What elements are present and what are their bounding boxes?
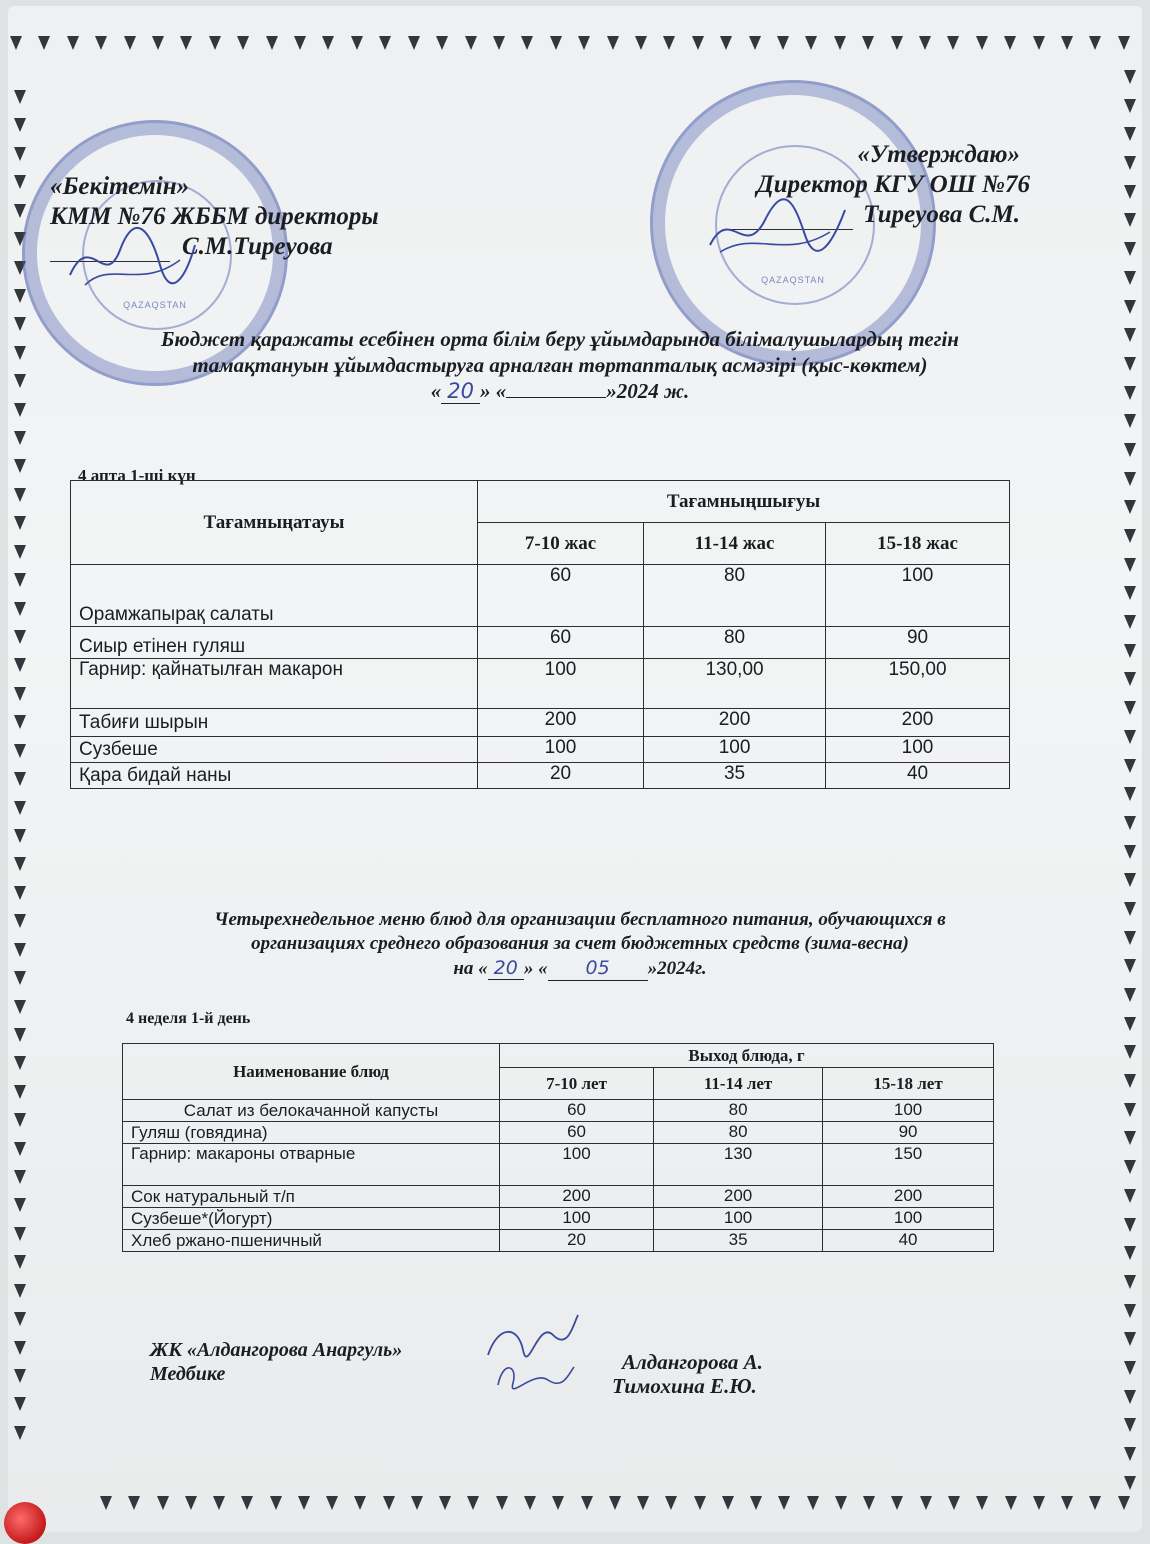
- border-cone: [722, 1496, 734, 1510]
- portion-cell: 130: [654, 1144, 823, 1186]
- border-cone: [692, 36, 704, 50]
- portion-cell: 20: [500, 1230, 654, 1252]
- kz-age-col: 7-10 жас: [478, 523, 644, 565]
- signature-footer: [478, 1305, 588, 1395]
- kz-date-day: 20: [441, 379, 480, 404]
- border-cone: [1124, 1476, 1136, 1490]
- border-left-decoration: [14, 90, 26, 1440]
- border-cone: [1124, 99, 1136, 113]
- portion-cell: 35: [654, 1230, 823, 1252]
- portion-cell: 100: [478, 737, 644, 763]
- border-cone: [778, 1496, 790, 1510]
- kz-title-line2: тамақтануын ұйымдастыруға арналған төртапталық асмәзірі (қыс-көктем): [192, 353, 928, 377]
- portion-cell: 35: [644, 763, 826, 789]
- border-cone: [1124, 787, 1136, 801]
- ru-title-date: на « 20 » « 05 »2024г.: [453, 957, 707, 979]
- border-cone: [749, 36, 761, 50]
- portion-cell: 100: [823, 1208, 994, 1230]
- border-cone: [14, 1312, 26, 1326]
- border-cone: [14, 573, 26, 587]
- border-cone: [38, 36, 50, 50]
- border-cone: [1124, 1160, 1136, 1174]
- portion-cell: 40: [823, 1230, 994, 1252]
- ru-title-line2: организациях среднего образования за счет бюджетных средств (зима-весна): [251, 933, 909, 954]
- border-cone: [1124, 988, 1136, 1002]
- border-cone: [14, 1000, 26, 1014]
- border-cone: [805, 36, 817, 50]
- border-cone: [550, 36, 562, 50]
- portion-cell: 200: [826, 709, 1010, 737]
- dish-name: Гуляш (говядина): [123, 1122, 500, 1144]
- portion-cell: 60: [478, 565, 644, 627]
- border-cone: [14, 886, 26, 900]
- border-cone: [1124, 1361, 1136, 1375]
- border-cone: [439, 1496, 451, 1510]
- portion-cell: 80: [644, 627, 826, 659]
- table-row: [71, 737, 1010, 763]
- footer-name-2: Тимохина Е.Ю.: [612, 1374, 757, 1398]
- border-cone: [1118, 36, 1130, 50]
- border-cone: [14, 1369, 26, 1383]
- border-cone: [1124, 127, 1136, 141]
- border-cone: [891, 36, 903, 50]
- ru-title-line1: Четырехнедельное меню блюд для организации бесплатного питания, обучающихся в: [214, 909, 946, 930]
- border-cone: [948, 1496, 960, 1510]
- portion-cell: 100: [500, 1208, 654, 1230]
- table-row: [123, 1208, 994, 1230]
- portion-cell: 40: [826, 763, 1010, 789]
- border-cone: [665, 1496, 677, 1510]
- portion-cell: 60: [500, 1100, 654, 1122]
- border-cone: [14, 175, 26, 189]
- dish-name: Гарнир: қайнатылған макарон: [71, 659, 478, 709]
- border-cone: [1124, 1103, 1136, 1117]
- border-cone: [14, 1056, 26, 1070]
- border-cone: [467, 1496, 479, 1510]
- border-cone: [14, 1227, 26, 1241]
- border-cone: [326, 1496, 338, 1510]
- portion-cell: 80: [654, 1122, 823, 1144]
- table-row: [71, 565, 1010, 627]
- border-right-decoration: [1124, 70, 1136, 1490]
- border-cone: [14, 744, 26, 758]
- border-cone: [1124, 185, 1136, 199]
- portion-cell: 200: [644, 709, 826, 737]
- border-cone: [266, 36, 278, 50]
- border-cone: [1124, 242, 1136, 256]
- border-cone: [1124, 443, 1136, 457]
- portion-cell: 100: [826, 565, 1010, 627]
- border-cone: [750, 1496, 762, 1510]
- ru-day-label: 4 неделя 1-й день: [126, 1010, 251, 1027]
- dish-name: Гарнир: макароны отварные: [123, 1144, 500, 1186]
- border-cone: [14, 829, 26, 843]
- kz-title: [60, 326, 1060, 404]
- footer-org: ЖК «Алдангорова Анаргуль»: [150, 1339, 403, 1361]
- dish-name: Сок натуральный т/п: [123, 1186, 500, 1208]
- dish-name: Қара бидай наны: [71, 763, 478, 789]
- border-cone: [1061, 1496, 1073, 1510]
- border-cone: [1124, 386, 1136, 400]
- table-row: [71, 627, 1010, 659]
- border-cone: [14, 204, 26, 218]
- border-cone: [237, 36, 249, 50]
- border-cone: [1124, 1246, 1136, 1260]
- border-cone: [1124, 730, 1136, 744]
- portion-cell: 100: [644, 737, 826, 763]
- border-cone: [1124, 500, 1136, 514]
- border-cone: [1089, 1496, 1101, 1510]
- border-cone: [1033, 1496, 1045, 1510]
- border-cone: [379, 36, 391, 50]
- portion-cell: 60: [478, 627, 644, 659]
- border-cone: [14, 1085, 26, 1099]
- border-cone: [1124, 672, 1136, 686]
- border-cone: [14, 90, 26, 104]
- border-cone: [14, 1397, 26, 1411]
- border-cone: [1124, 472, 1136, 486]
- border-cone: [67, 36, 79, 50]
- table-row: [123, 1122, 994, 1144]
- border-cone: [100, 1496, 112, 1510]
- border-cone: [1004, 36, 1016, 50]
- ru-age-col: 7-10 лет: [500, 1068, 654, 1100]
- table-row: [123, 1230, 994, 1252]
- border-cone: [354, 1496, 366, 1510]
- border-cone: [581, 1496, 593, 1510]
- kz-age-col: 11-14 жас: [644, 523, 826, 565]
- border-cone: [637, 1496, 649, 1510]
- approval-left-name: С.М.Тиреуова: [182, 233, 333, 260]
- border-cone: [436, 36, 448, 50]
- border-cone: [1124, 1074, 1136, 1088]
- table-row: [71, 709, 1010, 737]
- border-cone: [408, 36, 420, 50]
- border-cone: [1124, 414, 1136, 428]
- portion-cell: 150,00: [826, 659, 1010, 709]
- kz-title-line1: Бюджет қаражаты есебінен орта білім беру ұйымдарында білімалушылардың тегін: [161, 327, 959, 351]
- border-cone: [14, 431, 26, 445]
- border-cone: [694, 1496, 706, 1510]
- portion-cell: 100: [654, 1208, 823, 1230]
- border-cone: [14, 346, 26, 360]
- border-cone: [1124, 816, 1136, 830]
- border-cone: [1124, 1017, 1136, 1031]
- border-cone: [14, 545, 26, 559]
- border-cone: [1124, 644, 1136, 658]
- border-cone: [14, 1142, 26, 1156]
- border-cone: [607, 36, 619, 50]
- border-cone: [14, 772, 26, 786]
- border-cone: [1124, 1418, 1136, 1432]
- border-cone: [294, 36, 306, 50]
- table-row: [123, 1144, 994, 1186]
- border-cone: [14, 118, 26, 132]
- portion-cell: 90: [823, 1122, 994, 1144]
- border-cone: [14, 1113, 26, 1127]
- border-cone: [891, 1496, 903, 1510]
- border-cone: [578, 36, 590, 50]
- border-cone: [14, 1341, 26, 1355]
- border-cone: [1089, 36, 1101, 50]
- border-bottom-decoration: [100, 1496, 1130, 1510]
- ru-col-output: Выход блюда, г: [500, 1044, 994, 1068]
- border-cone: [14, 488, 26, 502]
- border-cone: [1124, 357, 1136, 371]
- border-cone: [1124, 300, 1136, 314]
- border-cone: [383, 1496, 395, 1510]
- border-cone: [1124, 1189, 1136, 1203]
- ru-age-col: 11-14 лет: [654, 1068, 823, 1100]
- portion-cell: 100: [478, 659, 644, 709]
- border-cone: [1124, 1390, 1136, 1404]
- border-cone: [209, 36, 221, 50]
- border-cone: [1124, 759, 1136, 773]
- border-cone: [635, 36, 647, 50]
- portion-cell: 200: [478, 709, 644, 737]
- border-cone: [1124, 873, 1136, 887]
- border-cone: [1124, 701, 1136, 715]
- stamp-right: QAZAQSTAN: [650, 80, 936, 366]
- border-cone: [124, 36, 136, 50]
- border-cone: [14, 658, 26, 672]
- border-cone: [919, 36, 931, 50]
- border-cone: [14, 403, 26, 417]
- portion-cell: 60: [500, 1122, 654, 1144]
- border-cone: [1124, 529, 1136, 543]
- border-cone: [14, 857, 26, 871]
- ru-date-day: 20: [488, 957, 524, 980]
- border-cone: [14, 602, 26, 616]
- border-cone: [1124, 328, 1136, 342]
- border-cone: [213, 1496, 225, 1510]
- portion-cell: 90: [826, 627, 1010, 659]
- border-cone: [1124, 1218, 1136, 1232]
- border-cone: [807, 1496, 819, 1510]
- border-cone: [1124, 70, 1136, 84]
- border-cone: [947, 36, 959, 50]
- kz-title-date: « 20 » « »2024 ж.: [430, 379, 690, 403]
- border-cone: [14, 1426, 26, 1440]
- ru-title: [80, 908, 1080, 981]
- border-cone: [1124, 902, 1136, 916]
- border-cone: [1124, 1131, 1136, 1145]
- border-cone: [1118, 1496, 1130, 1510]
- border-cone: [1124, 959, 1136, 973]
- dish-name: Сиыр етінен гуляш: [71, 627, 478, 659]
- kz-date-month: [506, 397, 606, 398]
- border-cone: [496, 1496, 508, 1510]
- border-cone: [14, 459, 26, 473]
- border-cone: [185, 1496, 197, 1510]
- table-row: [71, 659, 1010, 709]
- border-cone: [1124, 845, 1136, 859]
- border-cone: [14, 1170, 26, 1184]
- border-cone: [322, 36, 334, 50]
- approval-right-name: Тиреуова С.М.: [863, 201, 1020, 228]
- dish-name: Табиғи шырын: [71, 709, 478, 737]
- border-cone: [298, 1496, 310, 1510]
- border-cone: [862, 36, 874, 50]
- border-cone: [14, 801, 26, 815]
- footer-right: [612, 1350, 763, 1398]
- footer-left: [150, 1338, 402, 1386]
- border-cone: [524, 1496, 536, 1510]
- dish-name: Орамжапырақ салаты: [71, 565, 478, 627]
- approval-left-position: КММ №76 ЖББМ директоры: [50, 203, 379, 230]
- border-cone: [14, 1255, 26, 1269]
- border-cone: [493, 36, 505, 50]
- footer-name-1: Алдангорова А.: [622, 1350, 763, 1374]
- border-cone: [14, 1198, 26, 1212]
- border-cone: [663, 36, 675, 50]
- border-cone: [1033, 36, 1045, 50]
- border-cone: [1124, 1045, 1136, 1059]
- kz-menu-table: [70, 480, 1010, 789]
- border-top-decoration: [10, 36, 1130, 50]
- ru-menu-table: [122, 1043, 994, 1252]
- dish-name: Сузбеше*(Йогурт): [123, 1208, 500, 1230]
- stamp-left: QAZAQSTAN: [22, 120, 288, 386]
- border-cone: [1124, 1275, 1136, 1289]
- border-cone: [95, 36, 107, 50]
- border-cone: [14, 943, 26, 957]
- signature-left: [60, 220, 200, 300]
- border-cone: [1005, 1496, 1017, 1510]
- portion-cell: 100: [826, 737, 1010, 763]
- kz-day-label: 4 апта 1-ші күн: [78, 466, 196, 485]
- approval-left-title: «Бекітемін»: [50, 173, 190, 200]
- border-cone: [465, 36, 477, 50]
- dish-name: Салат из белокачанной капусты: [123, 1100, 500, 1122]
- dish-name: Сузбеше: [71, 737, 478, 763]
- portion-cell: 100: [500, 1144, 654, 1186]
- border-cone: [14, 1028, 26, 1042]
- border-cone: [1124, 1304, 1136, 1318]
- border-cone: [411, 1496, 423, 1510]
- border-cone: [14, 516, 26, 530]
- portion-cell: 150: [823, 1144, 994, 1186]
- border-cone: [609, 1496, 621, 1510]
- approval-right-title: «Утверждаю»: [857, 141, 1020, 168]
- border-cone: [1124, 1447, 1136, 1461]
- table-row: [71, 763, 1010, 789]
- border-cone: [1124, 615, 1136, 629]
- portion-cell: 20: [478, 763, 644, 789]
- border-cone: [10, 36, 22, 50]
- signature-right: [700, 190, 850, 270]
- border-cone: [241, 1496, 253, 1510]
- border-cone: [14, 630, 26, 644]
- border-cone: [1124, 931, 1136, 945]
- border-cone: [180, 36, 192, 50]
- portion-cell: 130,00: [644, 659, 826, 709]
- dish-name: Хлеб ржано-пшеничный: [123, 1230, 500, 1252]
- border-cone: [720, 36, 732, 50]
- border-cone: [1124, 156, 1136, 170]
- kz-col-output: Тағамныңшығуы: [478, 481, 1010, 523]
- ru-date-month: 05: [548, 956, 648, 981]
- portion-cell: 200: [500, 1186, 654, 1208]
- border-cone: [976, 1496, 988, 1510]
- portion-cell: 100: [823, 1100, 994, 1122]
- portion-cell: 200: [654, 1186, 823, 1208]
- border-cone: [270, 1496, 282, 1510]
- approval-right-position: Директор КГУ ОШ №76: [756, 171, 1030, 198]
- table-row: [123, 1100, 994, 1122]
- border-cone: [976, 36, 988, 50]
- border-cone: [863, 1496, 875, 1510]
- kz-age-col: 15-18 жас: [826, 523, 1010, 565]
- border-cone: [1124, 271, 1136, 285]
- portion-cell: 80: [644, 565, 826, 627]
- border-cone: [157, 1496, 169, 1510]
- border-cone: [14, 147, 26, 161]
- border-cone: [1124, 1332, 1136, 1346]
- border-cone: [14, 715, 26, 729]
- kz-col-name: Тағамныңатауы: [71, 481, 478, 565]
- border-cone: [14, 687, 26, 701]
- border-cone: [834, 36, 846, 50]
- border-cone: [152, 36, 164, 50]
- border-cone: [920, 1496, 932, 1510]
- border-cone: [1124, 213, 1136, 227]
- border-cone: [777, 36, 789, 50]
- table-row: [123, 1186, 994, 1208]
- border-cone: [521, 36, 533, 50]
- border-cone: [14, 1284, 26, 1298]
- border-cone: [552, 1496, 564, 1510]
- border-cone: [835, 1496, 847, 1510]
- border-cone: [14, 914, 26, 928]
- border-cone: [1061, 36, 1073, 50]
- border-cone: [14, 317, 26, 331]
- ru-age-col: 15-18 лет: [823, 1068, 994, 1100]
- border-cone: [1124, 558, 1136, 572]
- footer-role: Медбике: [150, 1363, 226, 1385]
- portion-cell: 200: [823, 1186, 994, 1208]
- border-cone: [14, 971, 26, 985]
- border-cone: [351, 36, 363, 50]
- ru-col-name: Наименование блюд: [123, 1044, 500, 1100]
- portion-cell: 80: [654, 1100, 823, 1122]
- border-cone: [128, 1496, 140, 1510]
- border-cone: [1124, 586, 1136, 600]
- border-cone: [14, 374, 26, 388]
